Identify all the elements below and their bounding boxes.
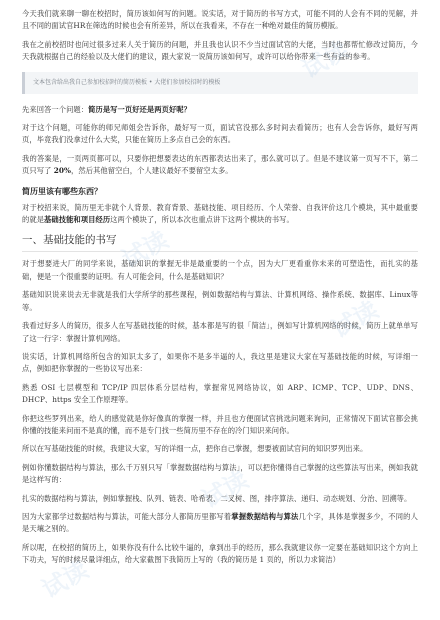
intro-paragraph-2: 我在之前校招时也问过很多过来人关于简历的问题，并且我也认识不少当过面试官的大佬，当时也都帮忙修改过简历，今天我就根据自己的经验以及大佬们的建议，跟大家说一说简历该如何写，或许可以给你带来一些有益的参考。 <box>22 39 418 62</box>
template-caption-box: 文本包含给出我自己参加校招时的简历模板 • 大佬们参加校招时的模板 <box>22 72 418 94</box>
section-heading-contents: 简历里该有哪些东西？ <box>22 186 102 196</box>
watermark: 试读 <box>117 225 174 274</box>
skills-paragraph-9: 扎实的数据结构与算法，例如掌握栈、队列、链表、哈希表、二叉树、图，排序算法、递归、动态规划、分治、回溯等。 <box>22 493 412 503</box>
skills-paragraph-2: 基础知识说来说去无非就是我们大学所学的那些课程，例如数据结构与算法、计算机网络、操作系统、数据库、Linux等等。 <box>22 290 418 312</box>
watermark: 试读 <box>327 295 384 344</box>
intro-section <box>22 8 418 64</box>
skills-paragraph-10: 因为大家都学过数据结构与算法，可能大部分人都简历里都写着掌握数据结构与算法几个字，具体是掌握多少，不同的人是天壤之别的。 <box>22 511 418 534</box>
watermark: 试读 <box>37 555 94 604</box>
intro-paragraph-1: 今天我们就来聊一聊在校招时，简历该如何写的问题。说实话，对于简历的书写方式，可能不同的人会有不同的见解，并且不同的面试官HR在筛选的时候也会有所差异，所以在我看来，不存在一种绝对最佳的简历模版。 <box>22 9 418 31</box>
skills-paragraph-1: 对于想要进大厂的同学来说，基础知识的掌握无非是最重要的一个点，因为大厂更看重你未来的可塑造性，而扎实的基础，便是一个很重要的证明。有人可能会问，什么是基础知识？ <box>22 259 418 281</box>
contents-paragraph: 对于校招来说，简历里无非就个人背景、教育背景、基础技能、项目经历、个人荣誉、自我评价这几个模块，其中最重要的就是基础技能和项目经历这两个模块了，所以本次也重点讲下这两个模块的书写。 <box>22 202 418 225</box>
question-paragraph: 先来回答一个问题：简历是写一页好还是两页好呢？ <box>22 104 191 114</box>
watermark: 试读 <box>297 35 354 84</box>
section-heading-basic-skills: 一、基础技能的书写 <box>22 232 418 252</box>
skills-paragraph-5: 熟悉 OSI 七层模型和 TCP/IP 四层体系分层结构，掌握常见网络协议，如 ARP、ICMP、TCP、UDP、DNS、DHCP、https 安全工作原理等。 <box>22 382 418 405</box>
skills-paragraph-8: 例如你懂数据结构与算法，那么千万别只写「掌握数据结构与算法」，可以把你懂得自己掌握的这些算法写出来，例如我就是这样写的： <box>22 462 418 485</box>
answer-paragraph-1: 对于这个问题，可能你的师兄师姐会告诉你，最好写一页，面试官没那么多时间去看简历；也有人会告诉你，最好写两页，毕竟我们没拿过什么大奖，只能在简历上多点自己会的东西。 <box>22 123 418 145</box>
skills-paragraph-11: 所以呢，在校招的简历上，如果你没有什么比较牛逼的，拿到出手的经历，那么我就建议你一定要在基础知识这个方向上下功夫，写的时候尽量详细点，给大家截图下我简历上写的（我的简历是 1 页的，所以力求简洁） <box>22 542 418 565</box>
skills-paragraph-4: 说实话，计算机网络所包含的知识太多了，如果你不是多半逼的人，我这里是建议大家在写基础技能的时候，写详细一点，例如把你掌握的一些协议写出来： <box>22 351 418 374</box>
watermark: 试读 <box>197 465 254 514</box>
answer-paragraph-2: 我的答案是，一页两页都可以，只要你把想要表达的东西都表达出来了，那么就可以了。但是不建议第一页写不下，第二页只写了 20%，然后其他留空白，个人建议最好不要留空太多。 <box>22 153 418 176</box>
skills-paragraph-7: 所以在写基础技能的时候，我建议大家，写的详细一点，把你自己掌握，想要被面试官问的知识罗列出来。 <box>22 444 368 454</box>
skills-paragraph-6: 你把这些罗列出来，给人的感觉就是你好像真的掌握一样，并且也方便面试官挑选问题来询问，正常情况下面试官都会挑你懂的技能来问而不是真的懂，而不是专门找一些简历里不存在的冷门知识来问你。 <box>22 413 418 435</box>
skills-paragraph-3: 我看过好多人的简历，很多人在写基础技能的时候，基本都是写的很「简洁」，例如写计算机网络的时候，简历上就单单写了这一行字：掌握计算机网络。 <box>22 321 418 343</box>
